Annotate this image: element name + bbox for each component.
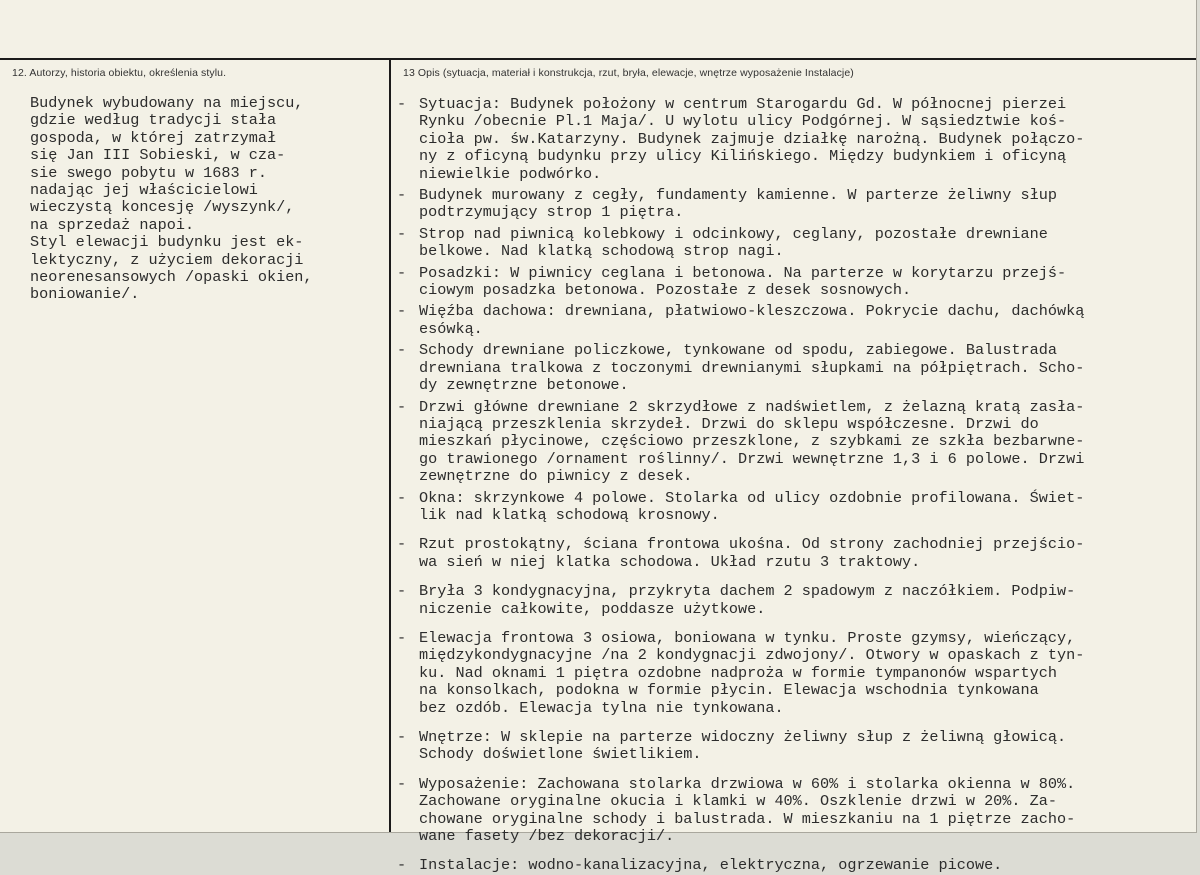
text-line: Instalacje: wodno-kanalizacyjna, elektryczna, ogrzewanie picowe.	[419, 856, 1003, 875]
text-line: Sytuacja: Budynek położony w centrum Starogardu Gd. W północnej pierzei	[419, 95, 1067, 113]
list-item	[397, 265, 1187, 300]
text-line: wieczystą koncesję /wyszynk/,	[30, 198, 295, 217]
text-line: niającą przeszklenia skrzydeł. Drzwi do sklepu współczesne. Drzwi do	[419, 414, 1039, 433]
text-line: Wnętrze: W sklepie na parterze widoczny żeliwny słup z żeliwną głowicą.	[419, 728, 1067, 746]
list-item	[397, 857, 1187, 874]
dash-bullet: -	[397, 728, 407, 746]
text-line: Zachowane oryginalne okucia i klamki w 40%. Oszklenie drzwi w 20%. Za-	[419, 792, 1057, 811]
text-line: Budynek wybudowany na miejscu,	[30, 94, 304, 112]
column-divider	[389, 58, 391, 832]
description-list	[397, 96, 1187, 875]
text-line: mieszkań płycinowe, częściowo przeszklone, z szybkami ze szkła bezbarwne-	[419, 432, 1085, 451]
dash-bullet: -	[397, 95, 407, 113]
list-item	[397, 536, 1187, 571]
dash-bullet: -	[397, 488, 407, 507]
dash-bullet: -	[397, 397, 407, 416]
text-line: wa sień w niej klatka schodowa. Układ rzutu 3 traktowy.	[419, 552, 921, 571]
text-line: lektyczny, z użyciem dekoracji	[30, 250, 304, 269]
text-line: międzykondygnacyjne /na 2 kondygnacji zdwojony/. Otwory w opaskach z tyn-	[419, 646, 1085, 665]
list-item	[397, 226, 1187, 261]
text-line: Posadzki: W piwnicy ceglana i betonowa. Na parterze w korytarzu przejś-	[419, 263, 1067, 282]
dash-bullet: -	[397, 302, 407, 321]
text-line: dy zewnętrzne betonowe.	[419, 376, 629, 395]
text-line: bez ozdób. Elewacja tylna nie tynkowana.	[419, 698, 784, 717]
list-item	[397, 187, 1187, 222]
list-item	[397, 583, 1187, 618]
text-line: nadając jej właścicielowi	[30, 181, 258, 200]
text-line: Bryła 3 kondygnacyjna, przykryta dachem 2 spadowym z naczółkiem. Podpiw-	[419, 582, 1076, 601]
list-item	[397, 776, 1187, 846]
text-line: Strop nad piwnicą kolebkowy i odcinkowy, ceglany, pozostałe drewniane	[419, 224, 1048, 243]
text-line: drewniana tralkowa z toczonymi drewnianymi słupkami na półpiętrach. Scho-	[419, 358, 1085, 377]
text-line: boniowanie/.	[30, 285, 140, 304]
text-line: Styl elewacji budynku jest ek-	[30, 233, 304, 252]
text-line: go trawionego /ornament roślinny/. Drzwi wewnętrzne 1,3 i 6 polowe. Drzwi	[419, 449, 1085, 468]
text-line: Budynek murowany z cegły, fundamenty kamienne. W parterze żeliwny słup	[419, 186, 1057, 205]
text-line: Okna: skrzynkowe 4 polowe. Stolarka od ulicy ozdobnie profilowana. Świet-	[419, 488, 1085, 507]
dash-bullet: -	[397, 341, 407, 360]
text-line: Drzwi główne drewniane 2 skrzydłowe z nadświetlem, z żelazną kratą zasła-	[419, 397, 1085, 416]
text-line: zewnętrzne do piwnicy z desek.	[419, 467, 693, 486]
list-item	[397, 342, 1187, 394]
section-13-header: 13 Opis (sytuacja, materiał i konstrukcja, rzut, bryła, elewacje, wnętrze wyposażenie Instalacje)	[403, 67, 854, 79]
history-text	[30, 95, 386, 304]
text-line: na konsolkach, podokna w formie płycin. Elewacja wschodnia tynkowana	[419, 681, 1039, 700]
text-line: Rzut prostokątny, ściana frontowa ukośna. Od strony zachodniej przejścio-	[419, 535, 1085, 554]
text-line: sie swego pobytu w 1683 r.	[30, 163, 267, 182]
text-line: ciowym posadzka betonowa. Pozostałe z desek sosnowych.	[419, 281, 912, 300]
text-line: Schody doświetlone świetlikiem.	[419, 745, 702, 764]
dash-bullet: -	[397, 628, 407, 647]
dash-bullet: -	[397, 856, 407, 875]
text-line: lik nad klatką schodową krosnowy.	[419, 505, 720, 524]
dash-bullet: -	[397, 186, 407, 205]
text-line: Wyposażenie: Zachowana stolarka drzwiowa w 60% i stolarka okienna w 80%.	[419, 774, 1076, 793]
text-line: esówką.	[419, 319, 483, 338]
text-line: Rynku /obecnie Pl.1 Maja/. U wylotu ulicy Podgórnej. W sąsiedztwie koś-	[419, 112, 1067, 131]
text-line: belkowe. Nad klatką schodową strop nagi.	[419, 242, 784, 261]
text-line: Schody drewniane policzkowe, tynkowane od spodu, zabiegowe. Balustrada	[419, 341, 1057, 360]
text-line: chowane oryginalne schody i balustrada. W mieszkaniu na 1 piętrze zacho-	[419, 809, 1076, 828]
list-item	[397, 96, 1187, 183]
text-line: neorenesansowych /opaski okien,	[30, 268, 313, 287]
list-item	[397, 303, 1187, 338]
section-12-header: 12. Autorzy, historia obiektu, określenia stylu.	[12, 67, 227, 79]
text-line: niczenie całkowite, poddasze użytkowe.	[419, 599, 766, 618]
dash-bullet: -	[397, 582, 407, 601]
text-line: się Jan III Sobieski, w cza-	[30, 146, 286, 165]
text-line: Więźba dachowa: drewniana, płatwiowo-kleszczowa. Pokrycie dachu, dachówką	[419, 302, 1085, 321]
header-rule	[0, 58, 1196, 60]
text-line: wane fasety /bez dekoracji/.	[419, 827, 675, 846]
text-line: na sprzedaż napoi.	[30, 215, 195, 234]
dash-bullet: -	[397, 263, 407, 282]
text-line: ku. Nad oknami 1 piętra ozdobne nadproża w formie tympanonów wspartych	[419, 663, 1057, 682]
text-line: gdzie według tradycji stała	[30, 111, 277, 130]
text-line: gospoda, w której zatrzymał	[30, 128, 277, 147]
text-line: podtrzymujący strop 1 piętra.	[419, 203, 684, 222]
dash-bullet: -	[397, 224, 407, 243]
list-item	[397, 490, 1187, 525]
text-line: ny z oficyną budynku przy ulicy Kilińskiego. Między budynkiem i oficyną	[419, 147, 1067, 166]
dash-bullet: -	[397, 535, 407, 554]
list-item	[397, 630, 1187, 717]
text-line: Elewacja frontowa 3 osiowa, boniowana w tynku. Proste gzymsy, wieńczący,	[419, 628, 1076, 647]
dash-bullet: -	[397, 774, 407, 793]
text-line: niewielkie podwórko.	[419, 164, 602, 183]
text-line: cioła pw. św.Katarzyny. Budynek zajmuje działkę narożną. Budynek połączo-	[419, 129, 1085, 148]
list-item	[397, 729, 1187, 764]
list-item	[397, 399, 1187, 486]
